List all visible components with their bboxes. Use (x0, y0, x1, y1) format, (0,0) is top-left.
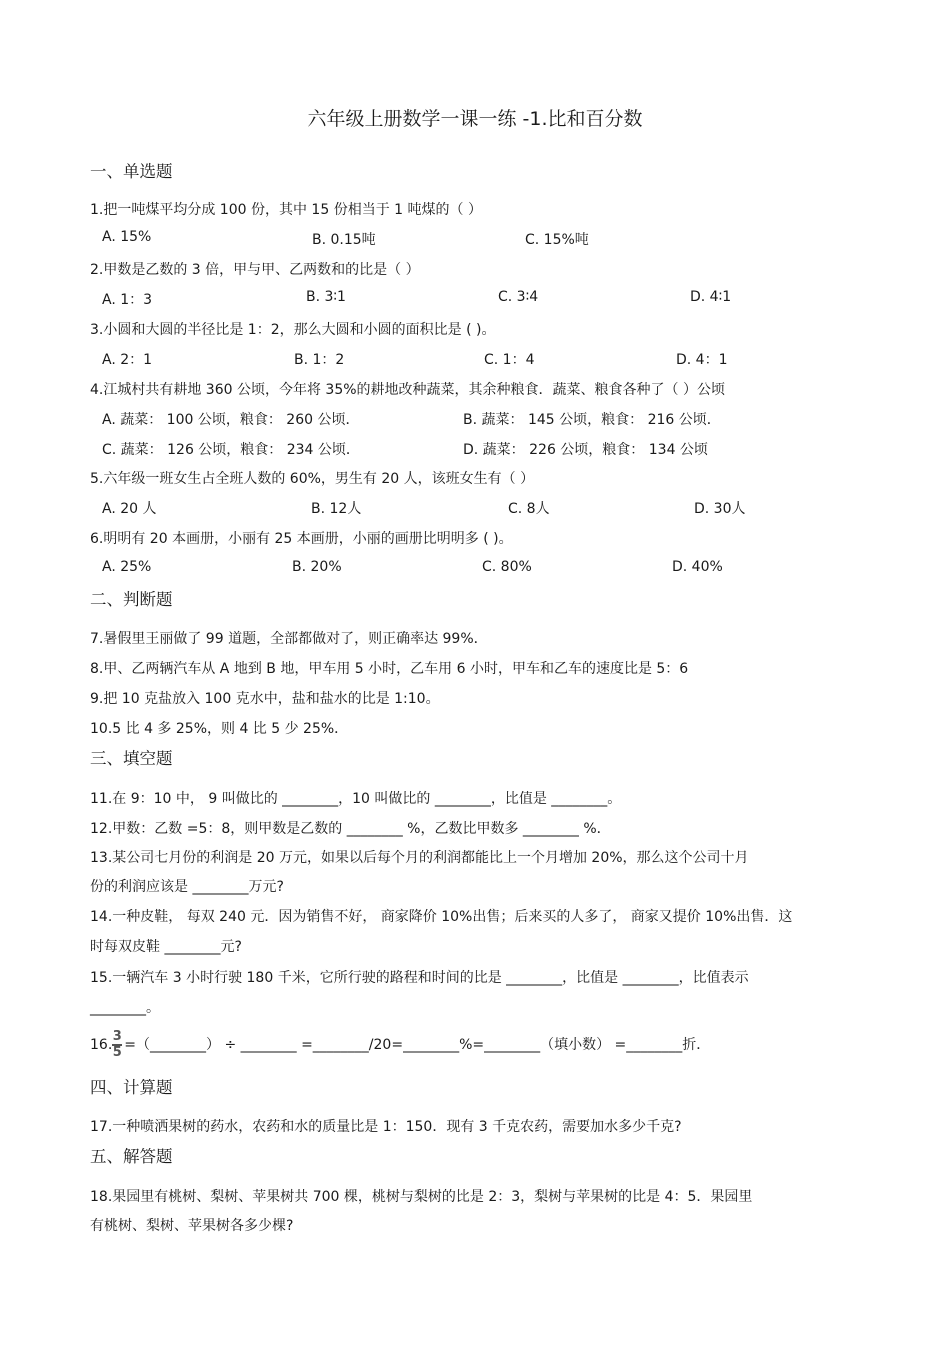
question-5: 5.六年级一班女生占全班人数的 60%，男生有 20 人，该班女生有（ ） (90, 471, 535, 487)
question-12: 12.甲数：乙数 =5：8，则甲数是乙数的 ________ %，乙数比甲数多 ________ %． (90, 821, 611, 837)
fraction-three-fifths (112, 1030, 122, 1060)
fraction-denominator: 5 (112, 1045, 122, 1060)
q6-option-c[interactable]: C. 80% (482, 559, 532, 575)
q3-option-c[interactable]: C. 1：4 (484, 352, 535, 368)
q4-option-a[interactable]: A. 蔬菜： 100 公顷，粮食： 260 公顷． (102, 412, 360, 428)
question-16-text: =（________） ÷ ________ =________/20=________%=________（填小数） =________折． (124, 1037, 711, 1053)
question-1: 1.把一吨煤平均分成 100 份，其中 15 份相当于 1 吨煤的（ ） (90, 202, 482, 218)
question-18-line-2: 有桃树、梨树、苹果树各多少棵? (90, 1218, 294, 1234)
page-title: 六年级上册数学一课一练 -1.比和百分数 (307, 108, 643, 130)
q4-option-d[interactable]: D. 蔬菜： 226 公顷，粮食： 134 公顷 (463, 442, 708, 458)
section-heading-calculation: 四、计算题 (90, 1078, 173, 1097)
q4-option-c[interactable]: C. 蔬菜： 126 公顷，粮食： 234 公顷． (102, 442, 360, 458)
question-15-line-2: ________。 (90, 1000, 160, 1016)
question-8: 8.甲、乙两辆汽车从 A 地到 B 地，甲车用 5 小时，乙车用 6 小时，甲车和乙车的速度比是 5：6 (90, 661, 689, 677)
q2-option-c[interactable]: C. 3∶4 (498, 289, 539, 305)
question-13-line-2: 份的利润应该是 ________万元? (90, 879, 284, 895)
q1-option-b[interactable]: B. 0.15吨 (312, 232, 376, 248)
question-11: 11.在 9：10 中， 9 叫做比的 ________，10 叫做比的 ________，比值是 ________。 (90, 791, 622, 807)
question-7: 7.暑假里王丽做了 99 道题，全部都做对了，则正确率达 99%． (90, 631, 488, 647)
section-heading-single-choice: 一、单选题 (90, 162, 173, 181)
question-4: 4.江城村共有耕地 360 公顷，今年将 35%的耕地改种蔬菜，其余种粮食．蔬菜、粮食各种了（ ）公顷 (90, 382, 725, 398)
q3-option-a[interactable]: A. 2：1 (102, 352, 153, 368)
question-14-line-1: 14.一种皮鞋， 每双 240 元．因为销售不好， 商家降价 10%出售；后来买的人多了， 商家又提价 10%出售．这 (90, 909, 793, 925)
q3-option-b[interactable]: B. 1：2 (294, 352, 345, 368)
question-16-number: 16. (90, 1037, 113, 1053)
question-6: 6.明明有 20 本画册，小丽有 25 本画册，小丽的画册比明明多 ( )。 (90, 531, 513, 547)
q3-option-d[interactable]: D. 4：1 (676, 352, 728, 368)
question-13-line-1: 13.某公司七月份的利润是 20 万元，如果以后每个月的利润都能比上一个月增加 20%，那么这个公司十月 (90, 850, 749, 866)
q6-option-a[interactable]: A. 25% (102, 559, 152, 575)
q2-option-a[interactable]: A. 1：3 (102, 292, 153, 308)
q4-option-b[interactable]: B. 蔬菜： 145 公顷，粮食： 216 公顷． (463, 412, 721, 428)
q5-option-d[interactable]: D. 30人 (694, 501, 746, 517)
q6-option-d[interactable]: D. 40% (672, 559, 723, 575)
section-heading-solution: 五、解答题 (90, 1147, 173, 1166)
question-17: 17.一种喷洒果树的药水，农药和水的质量比是 1：150．现有 3 千克农药，需要加水多少千克? (90, 1119, 682, 1135)
question-10: 10.5 比 4 多 25%，则 4 比 5 少 25%． (90, 721, 349, 737)
fraction-numerator: 3 (112, 1029, 122, 1044)
q1-option-a[interactable]: A. 15% (102, 229, 152, 245)
section-heading-fill-blank: 三、填空题 (90, 749, 173, 768)
q6-option-b[interactable]: B. 20% (292, 559, 342, 575)
question-2: 2.甲数是乙数的 3 倍，甲与甲、乙两数和的比是（ ） (90, 262, 420, 278)
q5-option-a[interactable]: A. 20 人 (102, 501, 157, 517)
section-heading-true-false: 二、判断题 (90, 590, 173, 609)
question-3: 3.小圆和大圆的半径比是 1：2，那么大圆和小圆的面积比是 ( )。 (90, 322, 496, 338)
question-18-line-1: 18.果园里有桃树、梨树、苹果树共 700 棵，桃树与梨树的比是 2：3，梨树与苹果树的比是 4：5．果园里 (90, 1189, 753, 1205)
q5-option-c[interactable]: C. 8人 (508, 501, 550, 517)
q2-option-d[interactable]: D. 4∶1 (690, 289, 732, 305)
question-15-line-1: 15.一辆汽车 3 小时行驶 180 千米，它所行驶的路程和时间的比是 ________，比值是 ________，比值表示 (90, 970, 749, 986)
question-14-line-2: 时每双皮鞋 ________元? (90, 939, 242, 955)
q1-option-c[interactable]: C. 15%吨 (525, 232, 589, 248)
q5-option-b[interactable]: B. 12人 (311, 501, 362, 517)
question-16 (90, 1030, 710, 1060)
q2-option-b[interactable]: B. 3∶1 (306, 289, 346, 305)
question-9: 9.把 10 克盐放入 100 克水中，盐和盐水的比是 1:10。 (90, 691, 440, 707)
